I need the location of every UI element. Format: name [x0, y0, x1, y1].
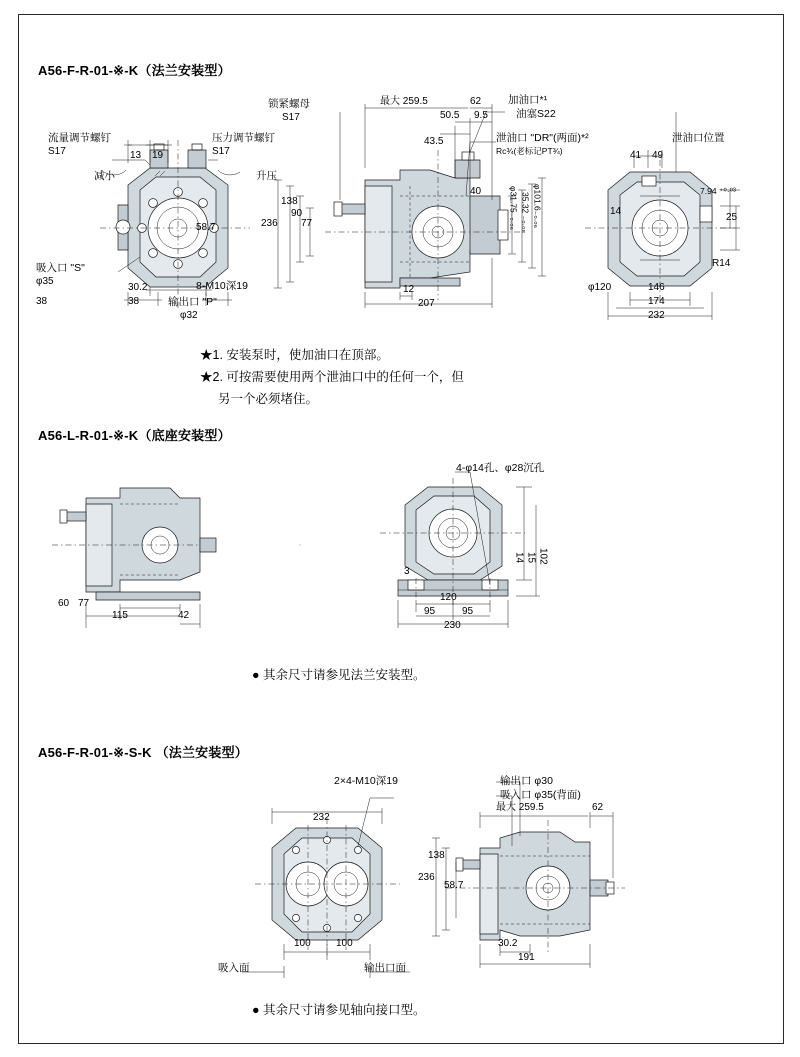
label-lock-nut-size: S17	[282, 112, 300, 123]
dim-174: 174	[648, 296, 665, 307]
label-decrease: 减小	[94, 170, 115, 182]
dim-43-5: 43.5	[424, 136, 444, 147]
dim-s-236: 236	[418, 872, 435, 883]
dim-14: 14	[610, 206, 622, 217]
dim-19: 19	[152, 150, 164, 161]
dim-207: 207	[418, 298, 435, 309]
label-drain-position: 泄油口位置	[672, 132, 725, 144]
dim-s-100b: 100	[336, 938, 353, 949]
dim-38-b: 38	[128, 296, 140, 307]
note-foot: ● 其余尺寸请参见法兰安装型。	[252, 668, 426, 682]
dim-120: 120	[440, 592, 457, 603]
label-suction-face: 吸入面	[218, 962, 250, 974]
label-increase: 升压	[256, 170, 277, 182]
label-lock-nut: 锁紧螺母	[268, 98, 310, 110]
dim-s-58-7: 58.7	[444, 880, 464, 891]
dim-12: 12	[403, 284, 415, 295]
dim-49: 49	[652, 150, 664, 161]
dim-60: 60	[58, 598, 70, 609]
dim-42: 42	[178, 610, 190, 621]
label-oil-plug: 油塞S22	[516, 108, 556, 120]
label-s-outlet: 输出口 φ30	[500, 775, 553, 787]
dim-50-5: 50.5	[440, 110, 460, 121]
label-oil-fill-port: 加油口*¹	[508, 94, 548, 106]
dim-230: 230	[444, 620, 461, 631]
dim-40: 40	[470, 186, 482, 197]
dim-s-232: 232	[313, 812, 330, 823]
dim-9-5: 9.5	[474, 110, 488, 121]
dim-90: 90	[291, 208, 303, 219]
dim-35-32: 35.32 ₋₀.₀₈	[520, 192, 531, 234]
dim-38-a: 38	[36, 296, 48, 307]
dim-7-94: 7.94 ⁺⁰·⁰³	[700, 186, 736, 196]
dim-25: 25	[726, 212, 738, 223]
dim-s-100a: 100	[294, 938, 311, 949]
dim-138: 138	[281, 196, 298, 207]
label-drain-thread: Rc¾(老标记PT¾)	[496, 146, 563, 156]
label-s-bolts: 2×4-M10深19	[334, 775, 398, 787]
label-outlet-face: 输出口面	[364, 962, 406, 974]
dim-102: 102	[537, 548, 549, 565]
label-s-suction: 吸入口 φ35(背面)	[500, 789, 581, 801]
dim-s-191: 191	[518, 952, 535, 963]
dim-115: 115	[112, 610, 128, 621]
dim-146: 146	[648, 282, 665, 293]
dim-58-7: 58.7	[196, 222, 216, 233]
dim-max-length: 最大 259.5	[380, 96, 428, 107]
dim-95b: 95	[462, 606, 474, 617]
label-pressure-adjust-size: S17	[212, 146, 230, 157]
dim-77b: 77	[78, 598, 90, 609]
label-mount-holes: 4-φ14孔、φ28沉孔	[456, 462, 545, 474]
dim-s-max-length: 最大 259.5	[496, 802, 544, 813]
dim-15: 15	[525, 552, 537, 564]
dim-41: 41	[630, 150, 642, 161]
label-pressure-adjust: 压力调节螺钉	[212, 132, 275, 144]
label-suction-port: 吸入口 "S"	[36, 262, 85, 274]
note-s: ● 其余尺寸请参见轴向接口型。	[252, 1003, 426, 1017]
dim-77: 77	[301, 218, 313, 229]
label-outlet-dia: φ32	[180, 310, 198, 321]
dim-s-62: 62	[592, 802, 604, 813]
section-title-flange-s-k: A56-F-R-01-※-S-K （法兰安装型）	[38, 745, 248, 760]
note-2-cont: 另一个必须堵住。	[218, 392, 319, 406]
section-title-flange-k: A56-F-R-01-※-K（法兰安装型）	[38, 63, 231, 78]
section-title-foot-k: A56-L-R-01-※-K（底座安装型）	[38, 428, 231, 443]
label-flow-adjust-size: S17	[48, 146, 66, 157]
note-2: ★2. 可按需要使用两个泄油口中的任何一个，但	[200, 370, 464, 384]
dim-phi-101-6: φ101.6₋₀.₀₆	[532, 184, 543, 229]
note-1: ★1. 安装泵时，使加油口在顶部。	[200, 348, 389, 362]
label-outlet-port: 输出口 "P"	[168, 296, 217, 308]
dim-s-138: 138	[428, 850, 445, 861]
label-flow-adjust: 流量调节螺钉	[48, 132, 111, 144]
dim-95a: 95	[424, 606, 436, 617]
label-suction-dia: φ35	[36, 276, 54, 287]
dim-13: 13	[130, 150, 142, 161]
dim-232: 232	[648, 310, 665, 321]
dim-3: 3	[404, 566, 410, 577]
dim-14b: 14	[513, 552, 525, 564]
label-bolt-holes: 8-M10深19	[196, 280, 248, 292]
dim-236: 236	[261, 218, 278, 229]
dim-phi-120: φ120	[588, 282, 612, 293]
dim-62: 62	[470, 96, 482, 107]
label-drain-port: 泄油口 "DR"(两面)*²	[496, 132, 589, 144]
dim-r14: R14	[712, 258, 731, 269]
dim-30-2: 30.2	[128, 282, 148, 293]
dim-s-30-2: 30.2	[498, 938, 518, 949]
dim-phi-31-75: φ31.75₋₀.₀₆	[508, 186, 519, 231]
